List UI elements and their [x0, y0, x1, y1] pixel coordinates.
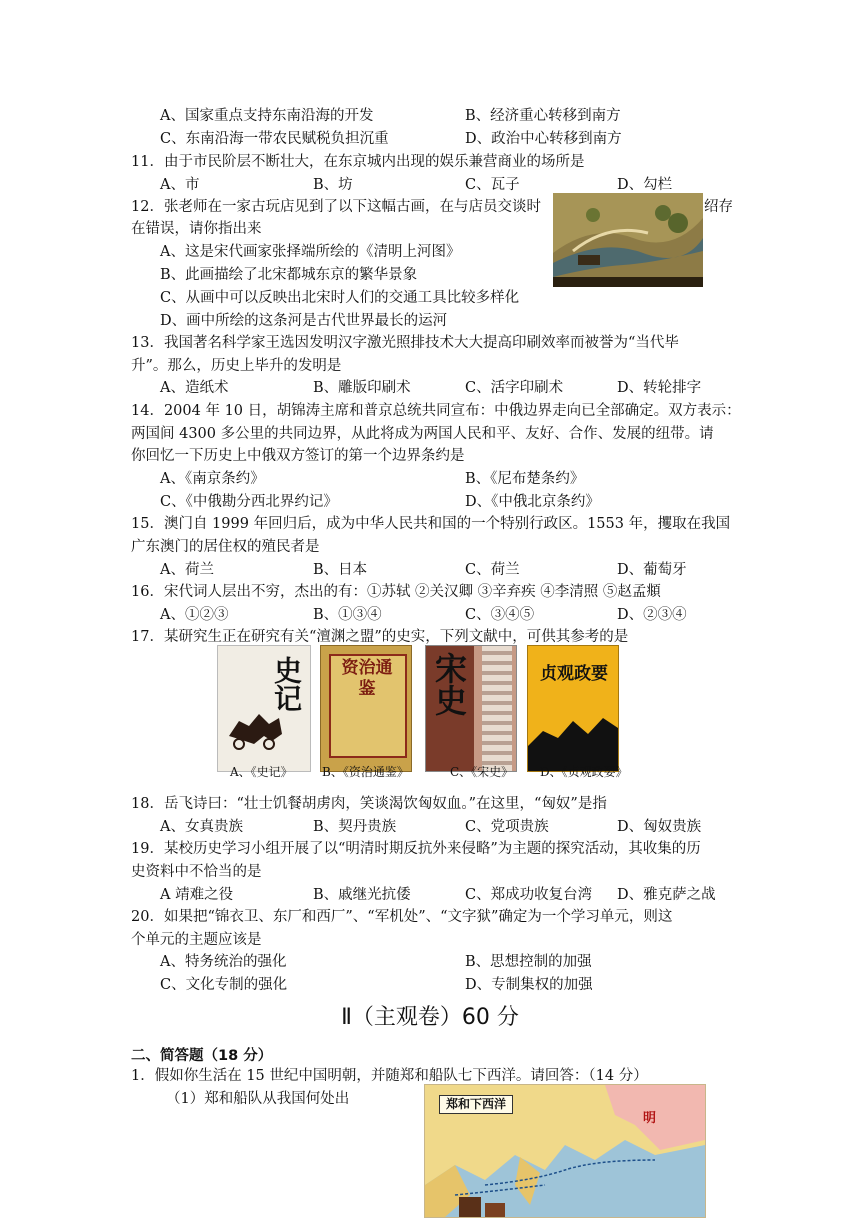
q14-stem-line2: 两国间 4300 多公里的共同边界，从此将成为两国人民和平、友好、合作、发展的纽带。请: [131, 426, 714, 442]
q13-option-d: D、转轮排字: [617, 380, 702, 396]
q11-stem: 11．由于市民阶层不断壮大，在东京城内出现的娱乐兼营商业的场所是: [131, 154, 585, 170]
q13-stem-line1: 13．我国著名科学家王选因发明汉字激光照排技术大大提高印刷效率而被誉为“当代毕: [131, 335, 679, 351]
q18-option-d: D、匈奴贵族: [617, 819, 702, 835]
great-wall-icon: [528, 706, 618, 771]
q15-stem-line2: 广东澳门的居住权的殖民者是: [131, 539, 320, 555]
q20-option-b: B、思想控制的加强: [465, 954, 592, 970]
q10-option-d: D、政治中心转移到南方: [465, 131, 622, 147]
q16-stem: 16．宋代词人层出不穷，杰出的有：①苏轼 ②关汉卿 ③辛弃疾 ④李清照 ⑤赵孟頫: [131, 584, 661, 600]
q14-option-c: C、《中俄勘分西北界约记》: [160, 494, 338, 510]
book-cover-title: 宋史: [430, 652, 468, 716]
q12-option-b: B、此画描绘了北宋都城东京的繁华景象: [160, 267, 418, 283]
q18-stem: 18．岳飞诗曰：“壮士饥餐胡虏肉，笑谈渴饮匈奴血。”在这里，“匈奴”是指: [131, 796, 607, 812]
book-caption-d: D、《贞观政要》: [540, 765, 628, 779]
q14-option-a: A、《南京条约》: [160, 471, 265, 487]
q18-option-b: B、契丹贵族: [313, 819, 397, 835]
q14-stem-line3: 你回忆一下历史上中俄双方签订的第一个边界条约是: [131, 448, 465, 464]
q12-option-a: A、这是宋代画家张择端所绘的《清明上河图》: [160, 244, 461, 260]
q20-stem-line1: 20．如果把“锦衣卫、东厂和西厂”、“军机处”、“文字狱”确定为一个学习单元，则这: [131, 909, 673, 925]
q11-option-a: A、市: [160, 177, 200, 193]
map-title: 郑和下西洋: [439, 1095, 513, 1114]
q12-option-d: D、画中所绘的这条河是古代世界最长的运河: [160, 313, 448, 329]
q15-option-b: B、日本: [313, 562, 368, 578]
q16-option-a: A、①②③: [160, 607, 229, 623]
q15-option-c: C、荷兰: [465, 562, 520, 578]
book-caption-a: A、《史记》: [230, 765, 293, 779]
map-label-ming: 明: [643, 1111, 657, 1126]
q14-stem-line1: 14．2004 年 10 日，胡锦涛主席和普京总统共同宣布：中俄边界走向已全部确定。双方表示：: [131, 403, 741, 419]
horse-carriage-icon: [224, 706, 286, 751]
qingming-painting-image: [553, 193, 703, 287]
q19-option-b: B、戚继光抗倭: [313, 887, 411, 903]
zheng-he-map-image: [424, 1084, 706, 1218]
q18-option-a: A、女真贵族: [160, 819, 243, 835]
q14-option-b: B、《尼布楚条约》: [465, 471, 585, 487]
q13-option-a: A、造纸术: [160, 380, 229, 396]
q14-option-d: D、《中俄北京条约》: [465, 494, 600, 510]
book-cover-zhenguan-zhengyao: [527, 645, 619, 772]
q13-stem-line2: 升”。那么，历史上毕升的发明是: [131, 358, 342, 374]
q19-stem-line1: 19．某校历史学习小组开展了以“明清时期反抗外来侵略”为主题的探究活动，其收集的历: [131, 841, 701, 857]
q13-option-b: B、雕版印刷术: [313, 380, 411, 396]
book-caption-b: B、《资治通鉴》: [322, 765, 409, 779]
q11-option-c: C、瓦子: [465, 177, 520, 193]
q20-option-c: C、文化专制的强化: [160, 977, 288, 993]
q16-option-c: C、③④⑤: [465, 607, 535, 623]
q15-option-d: D、葡萄牙: [617, 562, 687, 578]
q17-stem: 17．某研究生正在研究有关“澶渊之盟”的史实，下列文献中，可供其参考的是: [131, 629, 629, 645]
q10-option-c: C、东南沿海一带农民赋税负担沉重: [160, 131, 389, 147]
book-cover-songshi: [425, 645, 517, 772]
q12-stem-line1: 12．张老师在一家古玩店见到了以下这幅古画，在与店员交谈时: [131, 199, 541, 215]
q20-stem-line2: 个单元的主题应该是: [131, 932, 262, 948]
book-cover-title: 资治通鉴: [341, 658, 393, 699]
q20-option-a: A、特务统治的强化: [160, 954, 287, 970]
q19-stem-line2: 史资料中不恰当的是: [131, 864, 262, 880]
book-caption-c: C、《宋史》: [450, 765, 514, 779]
q11-option-d: D、勾栏: [617, 177, 673, 193]
q18-option-c: C、党项贵族: [465, 819, 549, 835]
sq1-sub1: （1）郑和船队从我国何处出: [166, 1091, 350, 1107]
q12-option-c: C、从画中可以反映出北宋时人们的交通工具比较多样化: [160, 290, 520, 306]
q10-option-a: A、国家重点支持东南沿海的开发: [160, 108, 374, 124]
q11-option-b: B、坊: [313, 177, 353, 193]
sq1-stem: 1．假如你生活在 15 世纪中国明朝，并随郑和船队七下西洋。请回答：（14 分）: [131, 1068, 648, 1084]
q19-option-d: D、雅克萨之战: [617, 887, 716, 903]
section2-title: 二、简答题（18 分）: [131, 1048, 273, 1064]
q13-option-c: C、活字印刷术: [465, 380, 564, 396]
q15-stem-line1: 15．澳门自 1999 年回归后，成为中华人民共和国的一个特别行政区。1553 年，攫取在我国: [131, 516, 731, 532]
q10-option-b: B、经济重心转移到南方: [465, 108, 621, 124]
part2-title: Ⅱ（主观卷）60 分: [341, 1005, 519, 1030]
q12-stem-tail: 绍存: [704, 199, 733, 215]
q20-option-d: D、专制集权的加强: [465, 977, 593, 993]
q15-option-a: A、荷兰: [160, 562, 214, 578]
q16-option-b: B、①③④: [313, 607, 382, 623]
book-cover-zizhi-tongjian: [320, 645, 412, 772]
q12-stem-line2: 在错误，请你指出来: [131, 221, 262, 237]
book-cover-title: 贞观政要: [540, 664, 608, 684]
book-cover-title: 史记: [270, 656, 303, 712]
q16-option-d: D、②③④: [617, 607, 687, 623]
q19-option-c: C、郑成功收复台湾: [465, 887, 593, 903]
book-cover-shiji: [217, 645, 311, 772]
q19-option-a: A 靖难之役: [160, 887, 234, 903]
